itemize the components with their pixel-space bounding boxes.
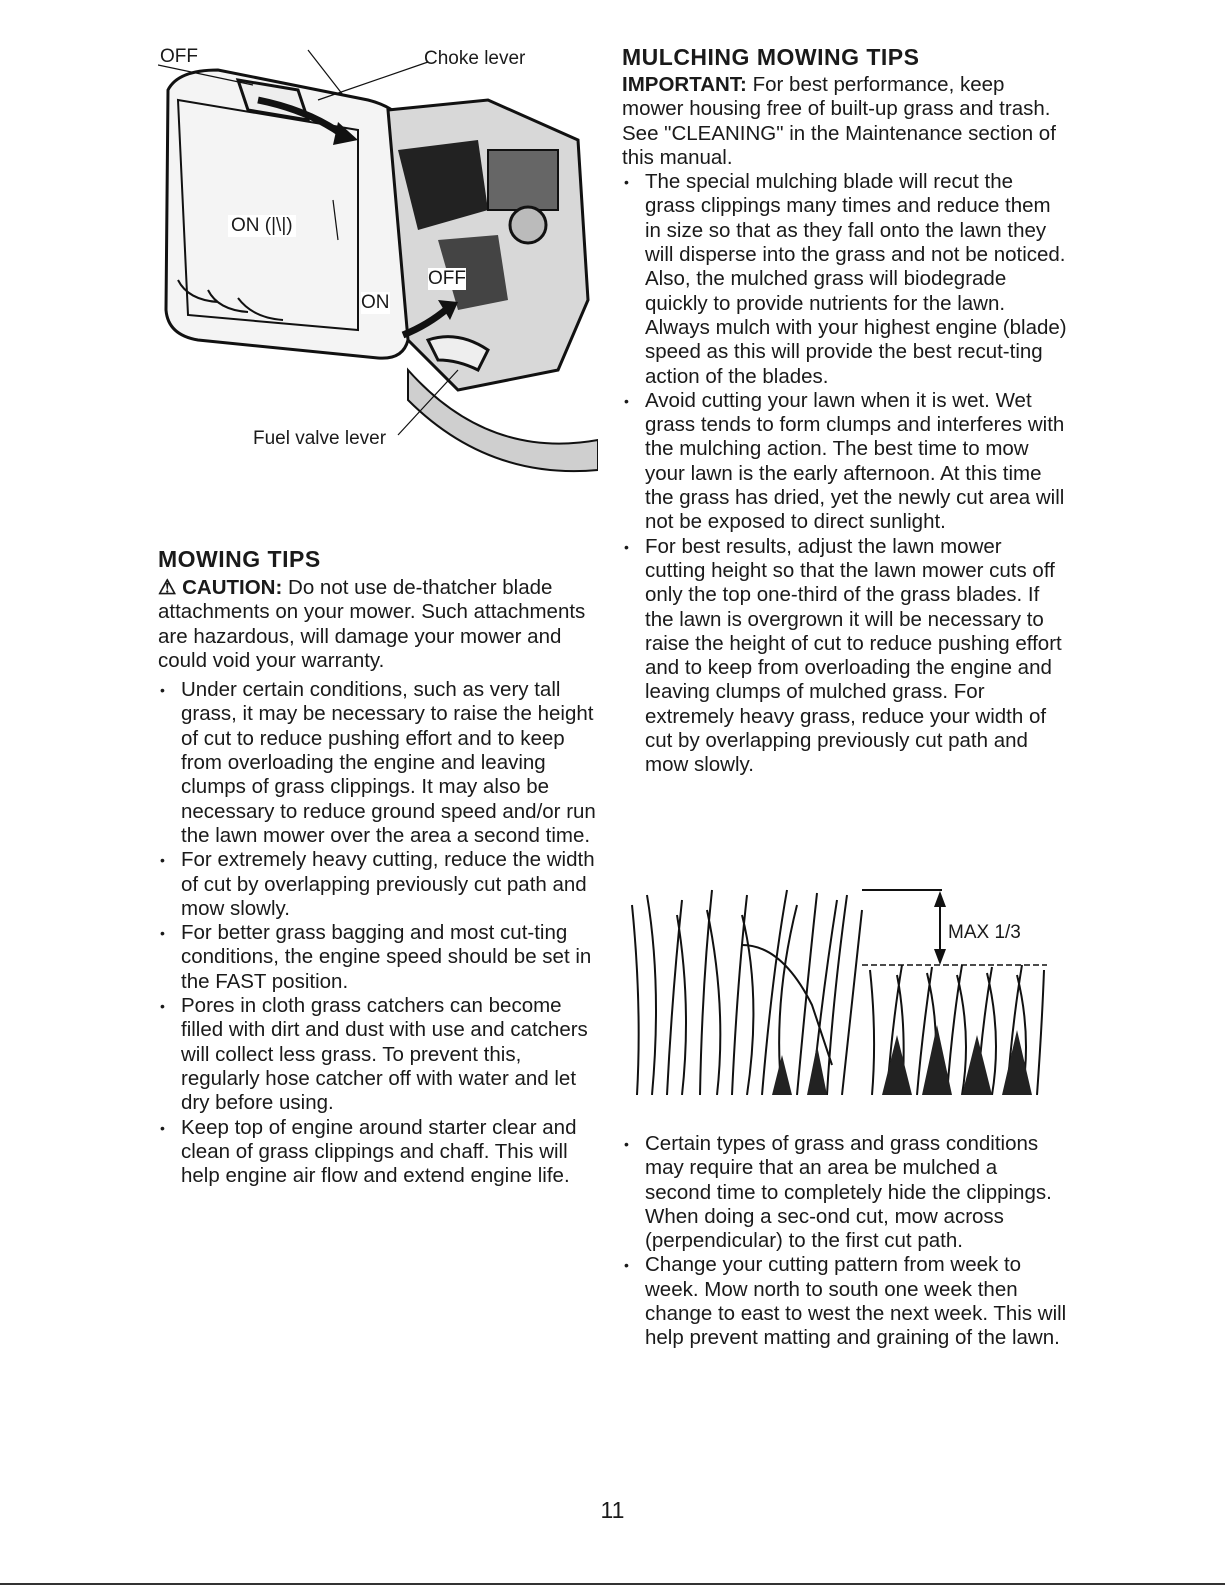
list-item-text: The special mulching blade will recut the grass clippings many times and reduce them in size so that as they fall onto the lawn they will disperse into the grass and not be noticed. Also, the mulched grass will biodegrade quickly to provide nutrients for the lawn. Always mulch with your highest engine (blade) speed as this will provide the best recut-ting action of the blades. [645,170,1067,388]
list-item-text: Certain types of grass and grass conditions may require that an area be mulched a second time to completely hide the clippings. When doing a sec-ond cut, mow across (perpendicular) to the first cut path. [645,1132,1052,1253]
bullet-icon: • [160,852,165,869]
label-off-top: OFF [160,46,198,67]
list-item-text: For extremely heavy cutting, reduce the width of cut by overlapping previously cut path and mow slowly. [181,848,595,920]
caution-warning-icon: ⚠ [158,576,177,599]
mulching-tips-continued [622,1132,1067,1351]
bullet-icon: • [624,1136,629,1152]
mulching-tips-section [622,44,1067,778]
label-on-choke: ON (|\|) [228,215,296,237]
mowing-tips-section [158,546,598,1188]
list-item-text: For better grass bagging and most cut-ting conditions, the engine speed should be set in the FAST position. [181,921,592,993]
label-choke-lever: Choke lever [424,48,526,69]
list-item [622,170,1067,389]
important-text: For best performance, keep mower housing free of built-up grass and trash. See "CLEANING" in the Maintenance section of this manual. [622,73,1056,169]
list-item [158,994,598,1115]
label-off-fuel: OFF [428,268,466,289]
engine-illustration [158,40,598,480]
list-item [158,678,598,848]
engine-controls-figure [158,40,598,480]
label-on-fuel: ON [361,292,390,313]
bullet-icon: • [624,392,629,409]
max-one-third-label: MAX 1/3 [948,922,1021,943]
list-item [158,848,598,921]
bullet-icon: • [624,174,629,191]
caution-label: CAUTION: [182,576,283,599]
list-item [158,1116,598,1189]
grass-illustration [622,885,1047,1095]
list-item [622,1253,1067,1350]
list-item-text: Avoid cutting your lawn when it is wet. Wet grass tends to form clumps and interferes with the mulching action. The best time to mow your lawn is the early afternoon. At this time the grass has dried, yet the newly cut area will not be exposed to direct sunlight. [645,388,1065,534]
caution-paragraph [158,576,598,673]
mulching-tips-list [622,170,1067,777]
mulching-tips-list-continued [622,1132,1067,1351]
list-item-text: Change your cutting pattern from week to week. Mow north to south one week then change to east to west the next week. This will help prevent matting and graining of the lawn. [645,1253,1067,1350]
list-item-text: Pores in cloth grass catchers can become filled with dirt and dust with use and catchers will collect less grass. To prevent this, regularly hose catcher off with water and let dry before using. [181,994,588,1115]
label-fuel-valve-lever: Fuel valve lever [253,428,387,449]
list-item [622,389,1067,535]
list-item [622,1132,1067,1253]
list-item-text: For best results, adjust the lawn mower cutting height so that the lawn mower cuts off only the top one-third of the grass blades. If the lawn is overgrown it will be necessary to raise the height of cut to reduce pushing effort and to keep from overloading the engine and leaving clumps of mulched grass. For extremely heavy grass, reduce your width of cut by overlapping previously cut path and mow slowly. [645,534,1062,777]
list-item-text: Keep top of engine around starter clear and clean of grass clippings and chaff. This will help engine air flow and extend engine life. [181,1115,577,1188]
mowing-tips-heading: MOWING TIPS [158,546,321,572]
important-label: IMPORTANT: [622,73,747,96]
bullet-icon: • [160,1119,165,1136]
bullet-icon: • [160,925,165,942]
bullet-icon: • [160,998,165,1015]
list-item [158,921,598,994]
bullet-icon: • [624,1257,629,1274]
list-item-text: Under certain conditions, such as very tall grass, it may be necessary to raise the height of cut to reduce pushing effort and to keep from overloading the engine and leaving clumps of grass clippings. It may also be necessary to reduce ground speed and/or run the lawn mower over the area a second time. [181,678,596,847]
page-number: 11 [600,1497,625,1523]
bullet-icon: • [624,538,629,555]
list-item [622,535,1067,778]
caution-text: Do not use de-thatcher blade attachments on your mower. Such attachments are hazardous, will damage your mower and could void your warranty. [158,576,586,672]
bullet-icon: • [160,682,165,699]
mulching-tips-heading: MULCHING MOWING TIPS [622,44,920,70]
mowing-tips-list [158,678,598,1188]
grass-height-figure [622,885,1047,1095]
important-paragraph [622,73,1067,170]
